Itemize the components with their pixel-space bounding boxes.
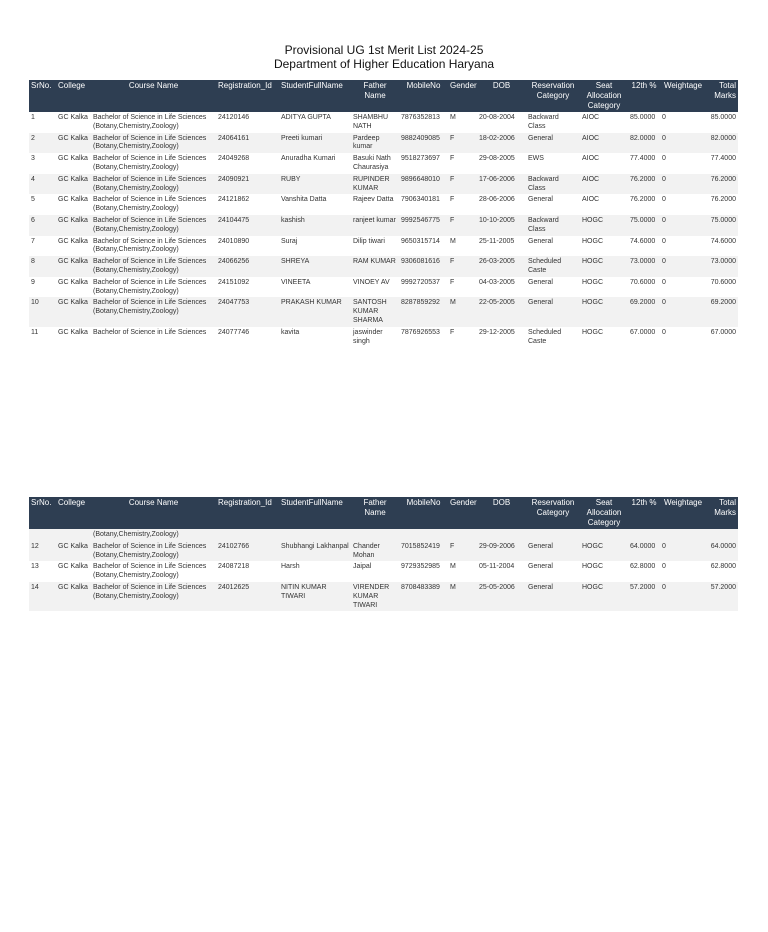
seat-allocation-cell: HOGC [580,582,628,611]
twelfth-percent-cell: 64.0000 [628,541,660,562]
seat-allocation-cell: HOGC [582,328,603,336]
table-row [29,256,738,277]
father-name-cell: Dilip tiwari [353,237,385,245]
weightage-cell: 0 [660,133,706,154]
srno-cell: 6 [29,215,56,236]
college-cell: GC Kalka [56,174,91,195]
dob-cell: 25-05-2006 [477,582,526,611]
weightage-cell: 0 [660,215,706,236]
reservation-category-cell: General [528,196,553,204]
weightage-cell: 0 [662,278,666,286]
course-name-cell: Bachelor of Science in Life Sciences (Botany,Chemistry,Zoology) [93,114,207,130]
dob-cell: 20-08-2004 [479,114,515,121]
mobile-no-cell: 9650315714 [401,237,440,245]
student-name-cell: NITIN KUMAR TIWARI [279,582,351,611]
reservation-category-cell: General [526,133,580,154]
father-name-cell: RAM KUMAR [351,256,399,277]
weightage-cell: 0 [662,328,666,336]
reservation-category-cell: General [528,278,553,286]
student-name-cell: Anuradha Kumari [281,155,336,163]
registration-id-cell: 24104475 [216,215,279,236]
weightage-cell: 0 [662,196,666,204]
twelfth-percent-cell: 73.0000 [628,256,660,277]
course-name-cell: Bachelor of Science in Life Sciences (Botany,Chemistry,Zoology) [93,278,207,295]
table-header-row [29,497,738,529]
twelfth-percent-header: 12th % [628,497,660,529]
mobile-no-cell: 7876352813 [401,114,440,121]
seat-allocation-cell: HOGC [580,297,628,326]
total-marks-cell: 82.0000 [706,133,738,154]
seat-allocation-cell: HOGC [582,237,603,245]
registration-id-cell: 24064161 [216,133,279,154]
registration-id-cell: 24087218 [218,563,250,571]
student-name-cell: Vanshita Datta [281,196,327,204]
mobile-no-cell: 9729352985 [401,563,440,571]
seat-allocation-cell: HOGC [582,563,603,571]
srno-cell: 14 [29,582,56,611]
dob-header: DOB [477,80,526,112]
registration-id-cell: 24049268 [218,155,250,163]
table-row [29,153,738,174]
registration-id-cell: 24121862 [218,196,250,204]
mobile-no-cell: 9882409085 [399,133,448,154]
father-name-cell: Rajeev Datta [353,196,394,204]
registration-id-cell: 24010890 [218,237,250,245]
mobile-no-cell: 8708483389 [399,582,448,611]
student-name-cell: PRAKASH KUMAR [279,297,351,326]
merit-list-table-page-1 [29,80,738,347]
weightage-cell: 0 [660,582,706,611]
gender-cell: M [448,297,477,326]
dob-cell: 29-08-2005 [479,155,515,163]
total-marks-cell: 77.4000 [710,155,736,163]
table-row [29,277,738,298]
registration-id-cell: 24120146 [218,114,250,121]
srno-cell: 2 [29,133,56,154]
seat-allocation-cell: AIOC [580,174,628,195]
course-name-cell: Bachelor of Science in Life Sciences (Botany,Chemistry,Zoology) [93,155,207,171]
total-marks-cell: 73.0000 [706,256,738,277]
dob-cell: 26-03-2005 [477,256,526,277]
srno-cell: 12 [29,541,56,562]
twelfth-percent-cell: 70.6000 [630,278,656,286]
dob-cell: 04-03-2005 [479,278,515,286]
college-header: College [56,80,91,112]
gender-cell: F [448,256,477,277]
dob-cell: 28-06-2006 [479,196,515,204]
table-row [29,215,738,236]
student-name-cell: kavita [281,328,300,336]
father-name-header: Father Name [351,80,399,112]
reservation-category-cell: Backward Class [526,174,580,195]
seat-allocation-cell: HOGC [580,541,628,562]
mobile-no-header: MobileNo [399,80,448,112]
total-marks-cell: 75.0000 [706,215,738,236]
table-row [29,236,738,257]
twelfth-percent-cell: 85.0000 [630,114,656,121]
gender-cell: F [450,328,455,336]
mobile-no-cell: 7876926553 [401,328,440,336]
mobile-no-cell: 9518273697 [401,155,440,163]
father-name-cell: Chander Mohan [351,541,399,562]
student-name-cell: Harsh [281,563,300,571]
table-row [29,174,738,195]
twelfth-percent-cell: 74.6000 [630,237,656,245]
college-cell: GC Kalka [58,237,88,245]
father-name-cell: ranjeet kumar [351,215,399,236]
srno-cell: 5 [31,196,35,204]
father-name-cell: Pardeep kumar [351,133,399,154]
course-name-header: Course Name [91,80,216,112]
weightage-cell: 0 [660,174,706,195]
student-name-cell: Shubhangi Lakhanpal [279,541,351,562]
reservation-category-cell: General [528,563,553,571]
gender-cell: F [450,155,455,163]
title-line-1: Provisional UG 1st Merit List 2024-25 [284,43,484,57]
twelfth-percent-cell: 62.8000 [630,563,656,571]
srno-header: SrNo. [29,80,56,112]
course-name-cell: Bachelor of Science in Life Sciences (Botany,Chemistry,Zoology) [91,133,216,154]
continuation-row [29,529,738,541]
course-name-cell: Bachelor of Science in Life Sciences (Botany,Chemistry,Zoology) [93,563,207,580]
dob-header: DOB [477,497,526,529]
course-name-header: Course Name [91,497,216,529]
seat-allocation-cell: AIOC [582,196,600,204]
gender-cell: F [448,133,477,154]
dob-cell: 10-10-2005 [477,215,526,236]
weightage-cell: 0 [662,563,666,571]
gender-cell: M [450,237,456,245]
total-marks-cell: 74.6000 [710,237,736,245]
college-cell: GC Kalka [56,215,91,236]
course-name-cell: Bachelor of Science in Life Sciences (Botany,Chemistry,Zoology) [91,256,216,277]
student-name-cell: Suraj [281,237,298,245]
college-header: College [56,497,91,529]
course-name-cell: Bachelor of Science in Life Sciences (Botany,Chemistry,Zoology) [93,237,207,254]
srno-cell: 1 [31,114,35,121]
seat-allocation-cell: AIOC [582,155,600,163]
table-row [29,561,738,582]
reservation-category-header: Reservation Category [526,497,580,529]
table-row [29,133,738,154]
merit-list-table-page-2 [29,497,738,611]
dob-cell: 29-09-2006 [477,541,526,562]
gender-cell: F [448,215,477,236]
total-marks-cell: 70.6000 [710,278,736,286]
srno-cell: 10 [29,297,56,326]
gender-cell: F [448,174,477,195]
student-name-cell: VINEETA [281,278,311,286]
table-row [29,194,738,215]
seat-allocation-cell: AIOC [580,133,628,154]
gender-header: Gender [448,80,477,112]
course-name-continuation: (Botany,Chemistry,Zoology) [91,529,216,541]
registration-id-cell: 24077746 [218,328,250,336]
college-cell: GC Kalka [58,563,88,571]
reservation-category-cell: General [528,237,553,245]
father-name-cell: Basuki Nath Chaurasiya [353,155,391,171]
student-name-cell: RUBY [279,174,351,195]
seat-allocation-cell: HOGC [582,278,603,286]
dob-cell: 22-05-2005 [477,297,526,326]
registration-id-cell: 24047753 [216,297,279,326]
table-body [29,529,738,611]
twelfth-percent-cell: 57.2000 [628,582,660,611]
mobile-no-header: MobileNo [399,497,448,529]
gender-header: Gender [448,497,477,529]
college-cell: GC Kalka [58,278,88,286]
father-name-header: Father Name [351,497,399,529]
student-name-header: StudentFullName [279,497,351,529]
weightage-cell: 0 [660,297,706,326]
dob-cell: 17-06-2006 [477,174,526,195]
college-cell: GC Kalka [56,297,91,326]
registration-id-cell: 24066256 [216,256,279,277]
weightage-cell: 0 [662,114,666,121]
mobile-no-cell: 9896648010 [399,174,448,195]
srno-cell: 13 [31,563,39,571]
reservation-category-cell: General [526,582,580,611]
weightage-cell: 0 [660,541,706,562]
table-body [29,112,738,347]
college-cell: GC Kalka [56,582,91,611]
registration-id-cell: 24012625 [216,582,279,611]
seat-allocation-cell: HOGC [580,256,628,277]
total-marks-cell: 64.0000 [706,541,738,562]
student-name-cell: Preeti kumari [279,133,351,154]
dob-cell: 25-11-2005 [479,237,515,245]
gender-cell: F [450,196,455,204]
mobile-no-cell: 7015852419 [399,541,448,562]
reservation-category-cell: Scheduled Caste [526,256,580,277]
gender-cell: M [448,582,477,611]
total-marks-cell: 57.2000 [706,582,738,611]
mobile-no-cell: 7906340181 [401,196,440,204]
registration-id-cell: 24102766 [216,541,279,562]
twelfth-percent-cell: 69.2000 [628,297,660,326]
seat-allocation-header: Seat Allocation Category [580,497,628,529]
total-marks-cell: 76.2000 [706,174,738,195]
registration-id-cell: 24151092 [218,278,250,286]
twelfth-percent-header: 12th % [628,80,660,112]
father-name-cell: Jaipal [353,563,372,571]
college-cell: GC Kalka [56,133,91,154]
reservation-category-header: Reservation Category [526,80,580,112]
gender-cell: M [450,563,456,571]
srno-header: SrNo. [29,497,56,529]
father-name-cell: SANTOSH KUMAR SHARMA [351,297,399,326]
father-name-cell: RUPINDER KUMAR [351,174,399,195]
student-name-header: StudentFullName [279,80,351,112]
dob-cell: 05-11-2004 [479,563,515,571]
title-line-2: Department of Higher Education Haryana [273,57,495,71]
total-marks-cell: 67.0000 [710,328,736,336]
table-header-row [29,80,738,112]
registration-id-header: Registration_Id [216,80,279,112]
weightage-cell: 0 [662,155,666,163]
twelfth-percent-cell: 82.0000 [628,133,660,154]
mobile-no-cell: 9992546775 [399,215,448,236]
weightage-header: Weightage [660,497,706,529]
seat-allocation-cell: AIOC [582,114,600,121]
course-name-cell: Bachelor of Science in Life Sciences (Botany,Chemistry,Zoology) [91,215,216,236]
seat-allocation-cell: HOGC [580,215,628,236]
course-name-cell: Bachelor of Science in Life Sciences (Botany,Chemistry,Zoology) [93,196,207,213]
college-cell: GC Kalka [56,256,91,277]
gender-cell: M [450,114,456,121]
father-name-cell: jaswinder singh [353,328,383,345]
reservation-category-cell: Scheduled Caste [528,328,562,345]
college-cell: GC Kalka [58,196,88,204]
college-cell: GC Kalka [58,155,88,163]
father-name-cell: VINOEY AV [353,278,390,286]
twelfth-percent-cell: 67.0000 [630,328,656,336]
course-name-cell: Bachelor of Science in Life Sciences (Botany,Chemistry,Zoology) [91,297,216,326]
reservation-category-cell: Backward Class [528,114,559,130]
srno-cell: 8 [29,256,56,277]
total-marks-header: Total Marks [706,80,738,112]
table-row [29,541,738,562]
weightage-cell: 0 [660,256,706,277]
course-name-cell: Bachelor of Science in Life Sciences (Botany,Chemistry,Zoology) [91,541,216,562]
reservation-category-cell: General [526,297,580,326]
gender-cell: F [450,278,455,286]
college-cell: GC Kalka [58,114,88,121]
course-name-cell: Bachelor of Science in Life Sciences (Botany,Chemistry,Zoology) [91,582,216,611]
registration-id-header: Registration_Id [216,497,279,529]
total-marks-header: Total Marks [706,497,738,529]
reservation-category-cell: EWS [528,155,544,163]
mobile-no-cell: 9992720537 [401,278,440,286]
father-name-cell: SHAMBHU NATH [353,114,389,130]
student-name-cell: kashish [279,215,351,236]
srno-cell: 11 [31,328,39,336]
weightage-header: Weightage [660,80,706,112]
registration-id-cell: 24090921 [216,174,279,195]
srno-cell: 4 [29,174,56,195]
weightage-cell: 0 [662,237,666,245]
course-name-cell: Bachelor of Science in Life Sciences (Botany,Chemistry,Zoology) [91,174,216,195]
student-name-cell: ADITYA GUPTA [281,114,331,121]
srno-cell: 3 [31,155,35,163]
mobile-no-cell: 9306081616 [399,256,448,277]
srno-cell: 7 [31,237,35,245]
gender-cell: F [448,541,477,562]
course-name-cell: Bachelor of Science in Life Sciences [93,328,207,336]
total-marks-cell: 69.2000 [706,297,738,326]
dob-cell: 29-12-2005 [479,328,515,336]
twelfth-percent-cell: 76.2000 [628,174,660,195]
twelfth-percent-cell: 77.4000 [630,155,656,163]
dob-cell: 18-02-2006 [477,133,526,154]
table-row [29,582,738,611]
table-row [29,112,738,133]
seat-allocation-header: Seat Allocation Category [580,80,628,112]
student-name-cell: SHREYA [279,256,351,277]
college-cell: GC Kalka [56,541,91,562]
reservation-category-cell: General [526,541,580,562]
total-marks-cell: 85.0000 [710,114,736,121]
college-cell: GC Kalka [58,328,88,336]
father-name-cell: VIRENDER KUMAR TIWARI [351,582,399,611]
reservation-category-cell: Backward Class [526,215,580,236]
twelfth-percent-cell: 76.2000 [630,196,656,204]
twelfth-percent-cell: 75.0000 [628,215,660,236]
document-title [0,43,768,71]
total-marks-cell: 76.2000 [710,196,736,204]
table-row [29,327,738,348]
srno-cell: 9 [31,278,35,286]
mobile-no-cell: 8287859292 [399,297,448,326]
total-marks-cell: 62.8000 [710,563,736,571]
table-row [29,297,738,326]
